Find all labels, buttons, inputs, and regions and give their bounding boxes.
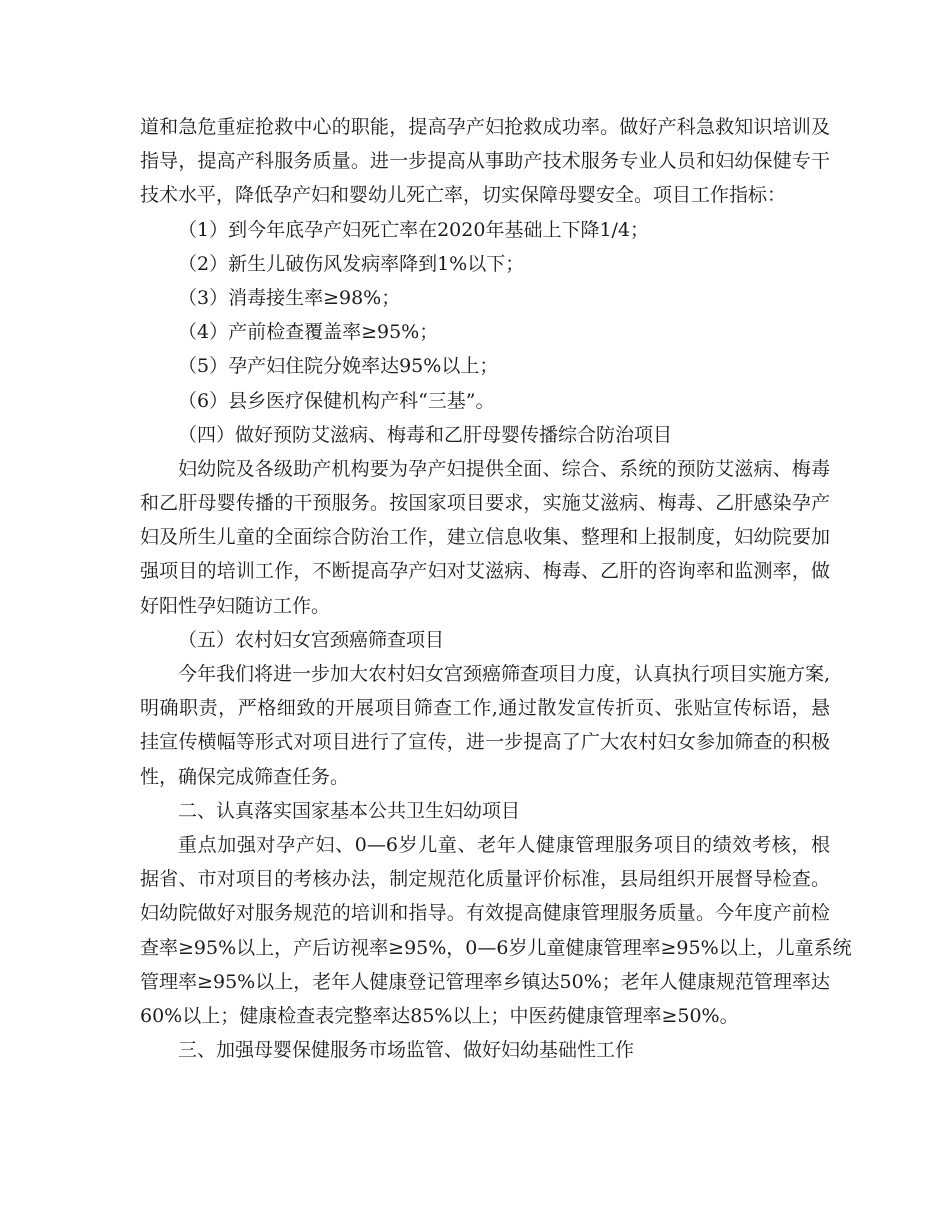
document-body <box>140 110 852 1067</box>
text-line: 查率≥95%以上，产后访视率≥95%，0—6岁儿童健康管理率≥95%以上，儿童系统 <box>140 936 852 959</box>
text-line: 重点加强对孕产妇、0—6岁儿童、老年人健康管理服务项目的绩效考核，根 <box>178 833 830 856</box>
text-line: 明确职责，严格细致的开展项目筛查工作,通过散发宣传折页、张贴宣传标语，悬 <box>140 697 830 720</box>
text-line: 今年我们将进一步加大农村妇女宫颈癌筛查项目力度，认真执行项目实施方案, <box>178 663 831 685</box>
text-line: （4）产前检查覆盖率≥95%； <box>178 321 439 344</box>
text-line: 好阳性孕妇随访工作。 <box>140 594 331 617</box>
text-line: 三、加强母婴保健服务市场监管、做好妇幼基础性工作 <box>178 1039 635 1062</box>
text-line: （5）孕产妇住院分娩率达95%以上； <box>178 355 499 378</box>
text-line: 挂宣传横幅等形式对项目进行了宣传，进一步提高了广大农村妇女参加筛查的积极 <box>140 731 830 754</box>
text-line: 妇幼院及各级助产机构要为孕产妇提供全面、综合、系统的预防艾滋病、梅毒 <box>178 457 830 480</box>
text-line: 管理率≥95%以上，老年人健康登记管理率乡镇达50%；老年人健康规范管理率达 <box>140 970 830 993</box>
text-line: 性，确保完成筛查任务。 <box>140 765 350 788</box>
text-line: （四）做好预防艾滋病、梅毒和乙肝母婴传播综合防治项目 <box>178 423 673 446</box>
text-line: （3）消毒接生率≥98%； <box>178 286 401 309</box>
text-line: 和乙肝母婴传播的干预服务。按国家项目要求，实施艾滋病、梅毒、乙肝感染孕产 <box>140 492 830 515</box>
text-line: 技术水平，降低孕产妇和婴幼儿死亡率，切实保障母婴安全。项目工作指标： <box>140 184 787 207</box>
text-line: （6）县乡医疗保健机构产科“三基”。 <box>178 389 495 412</box>
text-line: 指导，提高产科服务质量。进一步提高从事助产技术服务专业人员和妇幼保健专干 <box>140 150 830 173</box>
text-line: 妇幼院做好对服务规范的培训和指导。有效提高健康管理服务质量。今年度产前检 <box>140 902 830 925</box>
text-line: 据省、市对项目的考核办法，制定规范化质量评价标准，县局组织开展督导检查。 <box>140 868 830 891</box>
text-line: 二、认真落实国家基本公共卫生妇幼项目 <box>178 799 521 822</box>
text-line: 强项目的培训工作，不断提高孕产妇对艾滋病、梅毒、乙肝的咨询率和监测率，做 <box>140 560 830 583</box>
text-line: （1）到今年底孕产妇死亡率在2020年基础上下降1/4； <box>178 218 650 241</box>
text-line: 道和急危重症抢救中心的职能，提高孕产妇抢救成功率。做好产科急救知识培训及 <box>140 116 830 138</box>
text-line: （五）农村妇女宫颈癌筛查项目 <box>178 628 445 651</box>
text-line: 妇及所生儿童的全面综合防治工作，建立信息收集、整理和上报制度，妇幼院要加 <box>140 526 830 549</box>
text-line: 60%以上；健康检查表完整率达85%以上；中医药健康管理率≥50%。 <box>140 1004 739 1027</box>
text-line: （2）新生儿破伤风发病率降到1%以下； <box>178 252 525 275</box>
